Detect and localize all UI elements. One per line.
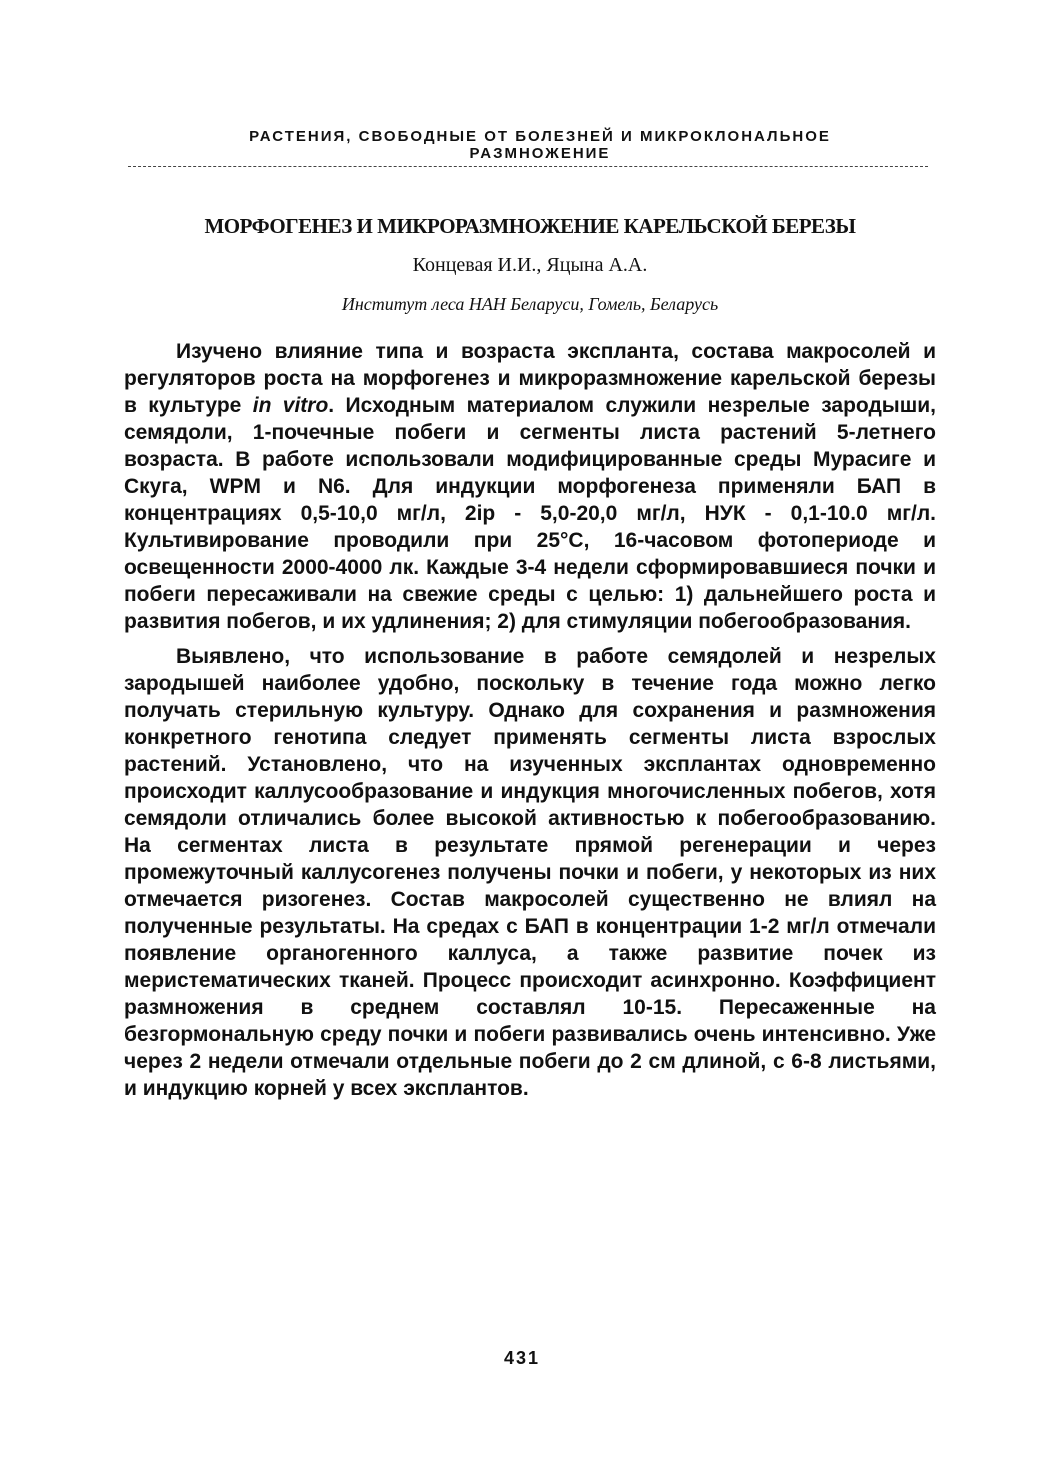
article-body — [124, 338, 936, 1110]
paragraph-2: Выявлено, что использование в работе семядолей и незрелых зародышей наиболее удобно, поскольку в течение года можно легко получать стерильную культуру. Однако для сохранения и размножения конкретного генотипа следует применять сегменты листа взрослых растений. Установлено, что на изученных эксплантах одновременно происходит каллусообразование и индукция многочисленных побегов, хотя семядоли отличались более высокой активностью к побегообразованию. На сегментах листа в результате прямой регенерации и через промежуточный каллусогенез получены почки и побеги, у некоторых из них отмечается ризогенез. Состав макросолей существенно не влиял на полученные результаты. На средах с БАП в концентрации 1-2 мг/л отмечали появление органогенного каллуса, а также развитие почек из меристематических тканей. Процесс происходит асинхронно. Коэффициент размножения в среднем составлял 10-15. Пересаженные на безгормональную среду почки и побеги развивались очень интенсивно. Уже через 2 недели отмечали отдельные побеги до 2 см длиной, с 6-8 листьями, и индукцию корней у всех эксплантов. — [124, 645, 936, 1100]
paragraph-1-start: Изучено влияние типа и возраста экспланта, состава макросолей и регуляторов роста на морфогенез и микроразмножение карельской березы в культуре — [124, 340, 936, 417]
article-affiliation: Институт леса НАН Беларуси, Гомель, Беларусь — [341, 294, 719, 314]
running-head — [150, 128, 930, 162]
page-number: 431 — [503, 1348, 541, 1368]
running-head-line-1: РАСТЕНИЯ, СВОБОДНЫЕ ОТ БОЛЕЗНЕЙ И МИКРОКЛОНАЛЬНОЕ — [249, 128, 831, 145]
header-divider — [128, 166, 928, 167]
article-title: МОРФОГЕНЕЗ И МИКРОРАЗМНОЖЕНИЕ КАРЕЛЬСКОЙ БЕРЕЗЫ — [204, 214, 856, 238]
paragraph-1 — [124, 338, 936, 635]
running-head-line-2: РАЗМНОЖЕНИЕ — [469, 145, 611, 162]
article-authors: Концевая И.И., Яцына А.А. — [412, 254, 648, 276]
paragraph-1-italic: in vitro — [252, 394, 329, 417]
paragraph-1-end: . Исходным материалом служили незрелые зародыши, семядоли, 1-почечные побеги и сегменты листа растений 5-летнего возраста. В работе использовали модифицированные среды Мурасиге и Скуга, WPM и N6. Для индукции морфогенеза применяли БАП в концентрациях 0,5-10,0 мг/л, 2ip - 5,0-20,0 мг/л, НУК - 0,1-10.0 мг/л. Культивирование проводили при 25°С, 16-часовом фотопериоде и освещенности 2000-4000 лк. Каждые 3-4 недели сформировавшиеся почки и побеги пересаживали на свежие среды с целью: 1) дальнейшего роста и развития побегов, и их удлинения; 2) для стимуляции побегообразования. — [124, 394, 936, 633]
